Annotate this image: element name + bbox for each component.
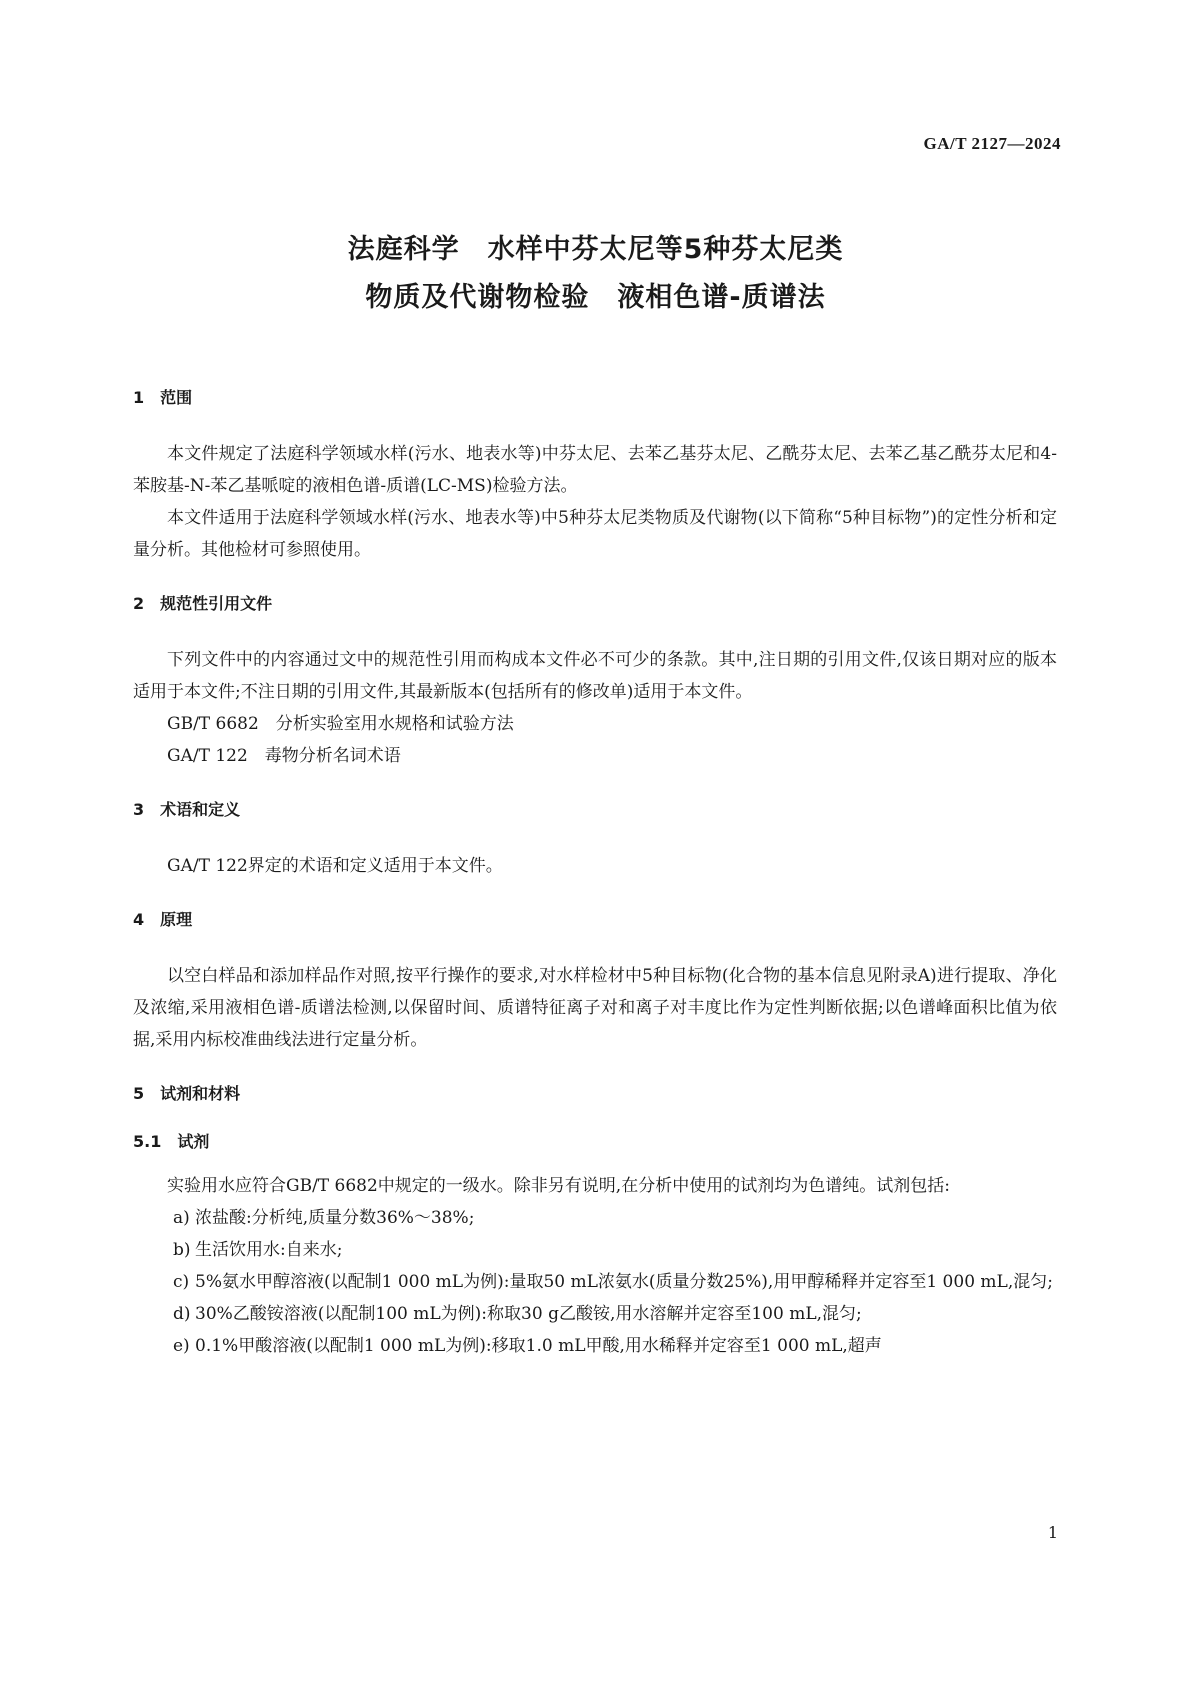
list-item-text: 5%氨水甲醇溶液(以配制1 000 mL为例):量取50 mL浓氨水(质量分数25%),用甲醇稀释并定容至1 000 mL,混匀; <box>195 1272 1053 1292</box>
title-line-2: 物质及代谢物检验 液相色谱-质谱法 <box>365 282 826 313</box>
list-item-label: c) <box>173 1272 190 1292</box>
section-4-paragraph-1: 以空白样品和添加样品作对照,按平行操作的要求,对水样检材中5种目标物(化合物的基本信息见附录A)进行提取、净化及浓缩,采用液相色谱-质谱法检测,以保留时间、质谱特征离子对和离子对丰度比作为定性判断依据;以色谱峰面积比值为依据,采用内标校准曲线法进行定量分析。 <box>133 966 1057 1050</box>
list-item-label: d) <box>173 1304 191 1324</box>
list-item-text: 0.1%甲酸溶液(以配制1 000 mL为例):移取1.0 mL甲酸,用水稀释并定容至1 000 mL,超声 <box>195 1336 882 1356</box>
list-item <box>133 1202 1057 1234</box>
document-body <box>133 386 1057 1362</box>
list-item-text: 浓盐酸:分析纯,质量分数36%～38%; <box>195 1208 475 1228</box>
list-item-label: a) <box>173 1208 190 1228</box>
section-5-1-paragraph-1: 实验用水应符合GB/T 6682中规定的一级水。除非另有说明,在分析中使用的试剂均为色谱纯。试剂包括: <box>167 1176 950 1196</box>
section-1-heading: 1 范围 <box>133 388 193 407</box>
standard-code: GA/T 2127—2024 <box>923 134 1061 153</box>
list-item <box>133 1330 1057 1362</box>
list-item <box>133 1266 1057 1298</box>
normative-reference-2: GA/T 122 毒物分析名词术语 <box>167 746 401 766</box>
section-2-paragraph-1: 下列文件中的内容通过文中的规范性引用而构成本文件必不可少的条款。其中,注日期的引用文件,仅该日期对应的版本适用于本文件;不注日期的引用文件,其最新版本(包括所有的修改单)适用于本文件。 <box>133 650 1057 702</box>
section-4-heading: 4 原理 <box>133 910 193 929</box>
section-1-paragraph-1: 本文件规定了法庭科学领域水样(污水、地表水等)中芬太尼、去苯乙基芬太尼、乙酰芬太尼、去苯乙基乙酰芬太尼和4-苯胺基-N-苯乙基哌啶的液相色谱-质谱(LC-MS)检验方法。 <box>133 444 1057 496</box>
section-5-1-heading: 5.1 试剂 <box>133 1132 210 1151</box>
page-number: 1 <box>1047 1523 1058 1542</box>
section-2-heading: 2 规范性引用文件 <box>133 594 273 613</box>
section-3-heading: 3 术语和定义 <box>133 800 241 819</box>
section-5-heading: 5 试剂和材料 <box>133 1084 241 1103</box>
list-item-label: e) <box>173 1336 190 1356</box>
section-1-paragraph-2: 本文件适用于法庭科学领域水样(污水、地表水等)中5种芬太尼类物质及代谢物(以下简称“5种目标物”)的定性分析和定量分析。其他检材可参照使用。 <box>133 508 1057 560</box>
list-item <box>133 1234 1057 1266</box>
title-line-1: 法庭科学 水样中芬太尼等5种芬太尼类 <box>347 234 844 265</box>
list-item-label: b) <box>173 1240 191 1260</box>
list-item <box>133 1298 1057 1330</box>
list-item-text: 30%乙酸铵溶液(以配制100 mL为例):称取30 g乙酸铵,用水溶解并定容至100 mL,混匀; <box>195 1304 862 1324</box>
list-item-text: 生活饮用水:自来水; <box>195 1240 343 1260</box>
section-3-paragraph-1: GA/T 122界定的术语和定义适用于本文件。 <box>167 856 503 876</box>
normative-reference-1: GB/T 6682 分析实验室用水规格和试验方法 <box>167 714 514 734</box>
document-title <box>0 226 1191 322</box>
